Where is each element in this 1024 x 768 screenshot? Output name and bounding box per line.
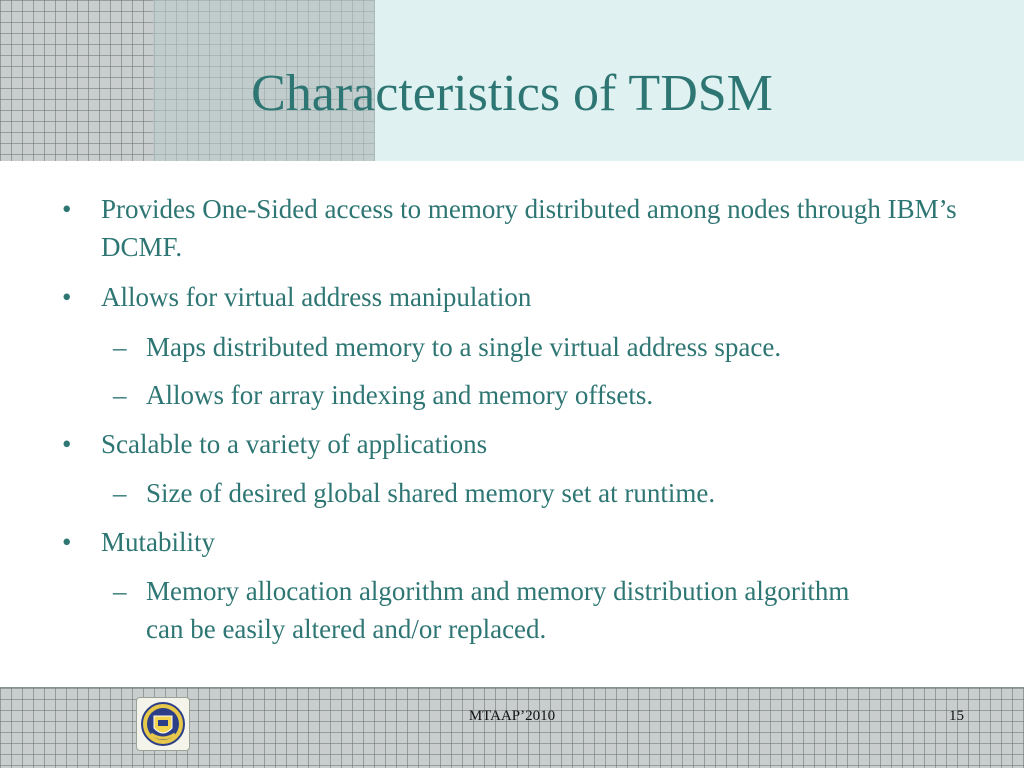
bullet-text: Mutability xyxy=(101,527,215,557)
sub-bullet-item xyxy=(0,474,1024,512)
sub-bullet-text: Memory allocation algorithm and memory distribution algorithm can be easily altered and/or replaced. xyxy=(146,576,850,644)
sub-bullet-marker: – xyxy=(113,380,127,410)
sub-bullet-text: Maps distributed memory to a single virtual address space. xyxy=(146,332,782,362)
sub-bullet-text: Size of desired global shared memory set at runtime. xyxy=(146,478,716,508)
bullet-text: Allows for virtual address manipulation xyxy=(101,282,532,312)
bullet-marker: • xyxy=(62,194,72,224)
slide-page-number: 15 xyxy=(949,708,964,724)
bullet-marker: • xyxy=(62,527,72,557)
bullet-item xyxy=(0,278,1024,316)
bullet-item xyxy=(0,523,1024,561)
bullet-item xyxy=(0,425,1024,463)
bullet-text: Scalable to a variety of applications xyxy=(101,429,488,459)
bullet-item xyxy=(0,190,1024,266)
sub-bullet-marker: – xyxy=(113,576,127,606)
footer-conference-label: MTAAP’2010 xyxy=(468,708,556,724)
sub-bullet-marker: – xyxy=(113,332,127,362)
sub-bullet-marker: – xyxy=(113,478,127,508)
bullet-marker: • xyxy=(62,429,72,459)
sub-bullet-text: Allows for array indexing and memory offsets. xyxy=(146,380,654,410)
bullet-text: Provides One-Sided access to memory distributed among nodes through IBM’s DCMF. xyxy=(101,194,957,262)
sub-bullet-item xyxy=(0,376,1024,414)
sub-bullet-item xyxy=(0,572,1024,648)
university-seal-icon xyxy=(136,697,190,751)
slide-title: Characteristics of TDSM xyxy=(251,65,773,122)
sub-bullet-item xyxy=(0,328,1024,366)
bullet-marker: • xyxy=(62,282,72,312)
